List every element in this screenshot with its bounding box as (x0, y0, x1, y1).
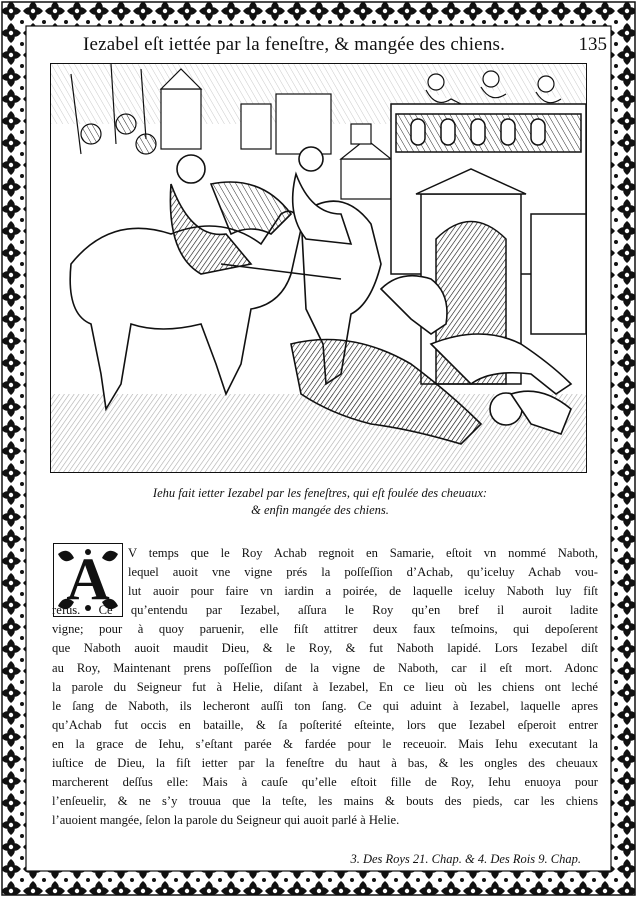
body-line: iuſtice de Dieu, la fiſt ietter par la feneſtre du haut à bas, & les ongles des cheuaux (52, 756, 598, 771)
body-line: qu’Achab fut occis en bataille, & ſa poſterité eſteinte, lors que Iezabel eſperoit entrer (52, 717, 598, 732)
woodcut-illustration (50, 63, 587, 473)
caption-line: & enfin mangée des chiens. (251, 503, 389, 517)
body-line: refus. Ce qu’entendu par Iezabel, aſſura le Roy qu’en bref il auroit ladite (52, 603, 598, 618)
body-line: marcherent deſſus elle: Mais à cauſe qu’elle eſtoit fille de Roy, Iehu enuoya pour (52, 775, 598, 790)
body-line: la parole du Seigneur fut à Helie, diſant à Iezabel, En ce lieu où les chiens ont leché (52, 679, 598, 694)
body-line: vigne; pour à quoy paruenir, elle fiſt attitrer deux faux teſmoins, qui depoſerent (52, 622, 598, 637)
drop-cap-letter: A (66, 546, 110, 612)
body-line: le ſang de Naboth, ils lecheront auſſi ton ſang. Ce qui aduint à Iezabel, laquelle apres (52, 698, 598, 713)
body-line: en la grace de Iehu, s’eſtant parée & fardée pour le receuoir. Mais Iehu executant la (52, 736, 598, 751)
body-line: lut auoir pour faire vn iardin a poirée, de laquelle iceluy Naboth luy fiſt (128, 584, 598, 599)
body-line: l’auoient mangée, ſelon la parole du Seigneur qui auoit parlé à Helie. (52, 813, 400, 828)
page-number: 135 (578, 34, 607, 55)
body-line: que Naboth auoit maudit Dieu, & le Roy, & fut Naboth lapidé. Lors Iezabel diſt (52, 641, 598, 656)
illustration-caption (40, 485, 600, 519)
body-line: V temps que le Roy Achab regnoit en Samarie, eſtoit vn nommé Naboth, (128, 546, 598, 560)
running-header (26, 30, 611, 60)
caption-line: Iehu fait ietter Iezabel par les feneſtres, qui eſt foulée des cheuaux: (152, 486, 488, 500)
body-line: au Roy, Maintenant prens poſſeſſion de la vigne de Naboth, car il eſt mort. Adonc (52, 660, 598, 675)
scripture-reference: 3. Des Roys 21. Chap. & 4. Des Rois 9. Chap. (350, 852, 581, 866)
body-paragraph (52, 544, 598, 830)
body-line: lequel auoit vne vigne prés la poſſeſſion d’Achab, qu’iceluy Achab vou- (128, 565, 598, 580)
body-line: l’enſeuelir, & ne s’y trouua que la teſte, les mains & bouts des pieds, car les chiens (52, 794, 598, 809)
page-title: Iezabel eſt iettée par la feneſtre, & mangée des chiens. (82, 34, 506, 55)
